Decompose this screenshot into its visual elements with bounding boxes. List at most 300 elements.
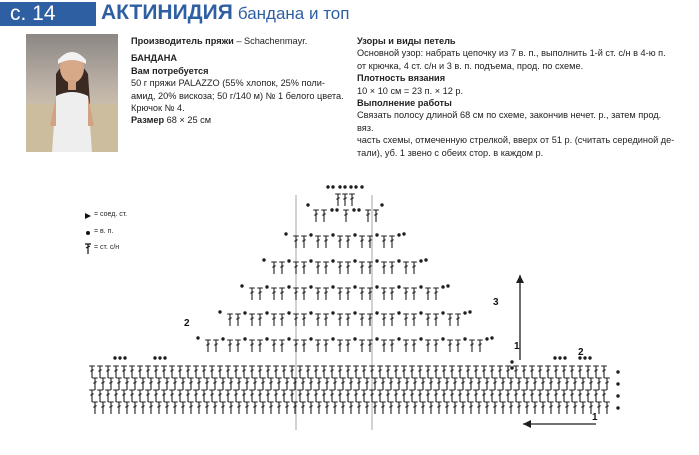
double-crochet (455, 314, 461, 326)
page-header (0, 0, 699, 30)
double-crochet (273, 390, 279, 402)
double-crochet (220, 402, 226, 414)
double-crochet (132, 378, 138, 390)
chain-stitch (243, 311, 246, 314)
double-crochet (385, 366, 391, 378)
double-crochet (403, 288, 409, 300)
page-number-tag: с. 14 (0, 2, 96, 26)
chain-stitch (331, 285, 334, 288)
double-crochet (396, 378, 402, 390)
double-crochet (553, 366, 559, 378)
double-crochet (361, 366, 367, 378)
chain-stitch (558, 356, 561, 359)
chain-stitch (402, 232, 405, 235)
chain-stitch (287, 285, 290, 288)
double-crochet (315, 262, 321, 274)
triangle-rows (196, 232, 493, 352)
legend-label: = соед. ст. (94, 211, 128, 218)
double-crochet (521, 366, 527, 378)
double-crochet (380, 402, 386, 414)
double-crochet (300, 378, 306, 390)
double-crochet (185, 390, 191, 402)
double-crochet (236, 378, 242, 390)
chain-stitch (616, 406, 619, 409)
double-crochet (300, 402, 306, 414)
double-crochet (209, 390, 215, 402)
double-crochet (345, 262, 351, 274)
double-crochet (289, 366, 295, 378)
double-crochet (505, 390, 511, 402)
double-crochet (116, 378, 122, 390)
double-crochet (97, 390, 103, 402)
double-crochet (337, 366, 343, 378)
double-crochet (409, 390, 415, 402)
chain-stitch (309, 285, 312, 288)
chain-stitch (118, 356, 121, 359)
double-crochet (389, 340, 395, 352)
double-crochet (500, 378, 506, 390)
double-crochet (447, 340, 453, 352)
double-crochet (596, 378, 602, 390)
double-crochet (468, 378, 474, 390)
double-crochet (145, 366, 151, 378)
double-crochet (284, 402, 290, 414)
chain-stitch (419, 285, 422, 288)
double-crochet (332, 402, 338, 414)
double-crochet (227, 314, 233, 326)
double-crochet (553, 390, 559, 402)
double-crochet (364, 378, 370, 390)
chain-stitch (343, 185, 346, 188)
double-crochet (268, 378, 274, 390)
double-crochet (124, 402, 130, 414)
double-crochet (293, 340, 299, 352)
double-crochet (105, 390, 111, 402)
double-crochet (271, 340, 277, 352)
double-crochet (228, 378, 234, 390)
chain-stitch (510, 366, 513, 369)
double-crochet (489, 366, 495, 378)
double-crochet (284, 378, 290, 390)
double-crochet (425, 288, 431, 300)
double-crochet (556, 402, 562, 414)
double-crochet (604, 402, 610, 414)
double-crochet (301, 288, 307, 300)
section-heading: БАНДАНА (131, 53, 177, 64)
double-crochet (411, 314, 417, 326)
double-crochet (356, 378, 362, 390)
chain-stitch (243, 337, 246, 340)
article-title (101, 1, 349, 25)
double-crochet (244, 402, 250, 414)
double-crochet (372, 378, 378, 390)
double-crochet (292, 402, 298, 414)
double-crochet (516, 378, 522, 390)
model-photo (26, 34, 118, 152)
double-crochet (497, 390, 503, 402)
chain-stitch (380, 203, 383, 206)
double-crochet (449, 366, 455, 378)
double-crochet (524, 402, 530, 414)
double-crochet (436, 402, 442, 414)
chain-stitch (331, 233, 334, 236)
double-crochet (177, 390, 183, 402)
double-crochet (227, 340, 233, 352)
double-crochet (345, 340, 351, 352)
size-value: 68 × 25 см (166, 115, 212, 126)
double-crochet (460, 378, 466, 390)
double-crochet (164, 402, 170, 414)
double-crochet (548, 402, 554, 414)
double-crochet (404, 402, 410, 414)
double-crochet (337, 314, 343, 326)
double-crochet (345, 236, 351, 248)
double-crochet (313, 210, 319, 222)
double-crochet (313, 390, 319, 402)
double-crochet (148, 402, 154, 414)
double-crochet (481, 366, 487, 378)
double-crochet (105, 366, 111, 378)
double-crochet (161, 366, 167, 378)
double-crochet (455, 340, 461, 352)
chain-stitch (331, 337, 334, 340)
materials-column (131, 35, 344, 127)
double-crochet (447, 314, 453, 326)
double-crochet (505, 366, 511, 378)
double-crochet (289, 390, 295, 402)
chain-stitch (616, 370, 619, 373)
direction-arrows (516, 275, 596, 428)
double-crochet (292, 378, 298, 390)
double-crochet (548, 378, 554, 390)
double-crochet (145, 390, 151, 402)
double-crochet (252, 402, 258, 414)
need-line: Крючок № 4. (131, 103, 185, 114)
double-crochet (323, 236, 329, 248)
double-crochet (315, 340, 321, 352)
double-crochet (389, 314, 395, 326)
double-crochet (476, 402, 482, 414)
double-crochet (420, 402, 426, 414)
double-crochet (201, 366, 207, 378)
double-crochet (204, 402, 210, 414)
chain-stitch (397, 337, 400, 340)
double-crochet (113, 390, 119, 402)
double-crochet (337, 262, 343, 274)
double-crochet (441, 390, 447, 402)
double-crochet (481, 390, 487, 402)
double-crochet (452, 378, 458, 390)
double-crochet (460, 402, 466, 414)
chain-stitch (563, 356, 566, 359)
double-crochet (564, 402, 570, 414)
double-crochet (403, 340, 409, 352)
double-crochet (293, 288, 299, 300)
double-crochet (188, 378, 194, 390)
double-crochet (156, 378, 162, 390)
double-crochet (217, 366, 223, 378)
double-crochet (561, 366, 567, 378)
double-crochet (324, 402, 330, 414)
double-crochet (279, 340, 285, 352)
double-crochet (233, 366, 239, 378)
double-crochet (412, 378, 418, 390)
double-crochet (301, 314, 307, 326)
chain-stitch (262, 258, 265, 261)
double-crochet (345, 366, 351, 378)
double-crochet (465, 366, 471, 378)
double-crochet (524, 378, 530, 390)
double-crochet (417, 390, 423, 402)
double-crochet (293, 314, 299, 326)
double-crochet (577, 390, 583, 402)
double-crochet (316, 402, 322, 414)
work-heading: Выполнение работы (357, 98, 452, 109)
double-crochet (436, 378, 442, 390)
base-strip (89, 356, 620, 414)
double-crochet (420, 378, 426, 390)
double-crochet (265, 366, 271, 378)
chain-stitch (353, 259, 356, 262)
double-crochet (411, 262, 417, 274)
double-crochet (388, 402, 394, 414)
double-crochet (140, 378, 146, 390)
double-crochet (564, 378, 570, 390)
double-crochet (412, 402, 418, 414)
double-crochet (359, 288, 365, 300)
double-crochet (473, 366, 479, 378)
chain-stitch (375, 337, 378, 340)
pattern-line: от крючка, 4 ст. с/н и 3 в. п. подъема, прод. по схеме. (357, 60, 584, 71)
size-line (131, 114, 344, 126)
chain-stitch (153, 356, 156, 359)
double-crochet (457, 366, 463, 378)
double-crochet (180, 402, 186, 414)
chain-stitch (375, 311, 378, 314)
double-crochet (381, 236, 387, 248)
double-crochet (301, 340, 307, 352)
chain-stitch (287, 259, 290, 262)
double-crochet (513, 390, 519, 402)
chain-stitch (287, 337, 290, 340)
double-crochet (385, 390, 391, 402)
double-crochet (580, 402, 586, 414)
double-crochet (301, 262, 307, 274)
double-crochet (153, 366, 159, 378)
double-crochet (276, 402, 282, 414)
double-crochet (337, 288, 343, 300)
model-photo-icon (26, 34, 118, 152)
double-crochet (297, 390, 303, 402)
double-crochet (513, 366, 519, 378)
double-crochet (457, 390, 463, 402)
double-crochet (279, 262, 285, 274)
need-line: 50 г пряжи PALAZZO (55% хлопок, 25% поли- (131, 78, 325, 89)
double-crochet (369, 366, 375, 378)
double-crochet (293, 236, 299, 248)
chain-stitch (468, 310, 471, 313)
double-crochet (236, 402, 242, 414)
double-crochet (252, 378, 258, 390)
double-crochet (265, 390, 271, 402)
chain-stitch (196, 336, 199, 339)
double-crochet (249, 366, 255, 378)
double-crochet (601, 366, 607, 378)
work-line: Связать полосу длиной 68 см по схеме, закончив нечет. р., затем прод. вяз. (357, 110, 662, 133)
legend-label: = в. п. (94, 228, 114, 235)
double-crochet (540, 378, 546, 390)
double-crochet (213, 340, 219, 352)
double-crochet (585, 390, 591, 402)
pattern-line: Основной узор: набрать цепочку из 7 в. п., выполнить 1-й ст. с/н в 4-ю п. (357, 48, 666, 59)
double-crochet (276, 378, 282, 390)
double-crochet (601, 390, 607, 402)
double-crochet (180, 378, 186, 390)
double-crochet (193, 390, 199, 402)
double-crochet (345, 390, 351, 402)
chain-stitch (397, 311, 400, 314)
double-crochet (321, 366, 327, 378)
chain-stitch (309, 337, 312, 340)
double-crochet (337, 340, 343, 352)
chain-stitch (397, 259, 400, 262)
chain-stitch (330, 208, 333, 211)
chain-stitch (553, 356, 556, 359)
double-crochet (281, 366, 287, 378)
double-crochet (271, 314, 277, 326)
double-crochet (492, 402, 498, 414)
chain-stitch (338, 185, 341, 188)
double-crochet (279, 314, 285, 326)
chain-stitch (375, 285, 378, 288)
chain-stitch (265, 285, 268, 288)
double-crochet (484, 378, 490, 390)
double-crochet (161, 390, 167, 402)
double-crochet (477, 340, 483, 352)
double-crochet (153, 390, 159, 402)
double-crochet (268, 402, 274, 414)
chain-stitch (419, 337, 422, 340)
chain-stitch (309, 259, 312, 262)
double-crochet (484, 402, 490, 414)
double-crochet (323, 288, 329, 300)
chain-stitch (306, 203, 309, 206)
chain-stitch (441, 337, 444, 340)
work-line: часть схемы, отмеченную стрелкой, вверх от 51 р. (считать серединой де- (357, 135, 675, 146)
double-crochet (225, 390, 231, 402)
chain-stitch (463, 337, 466, 340)
double-crochet (359, 262, 365, 274)
instructions-column (357, 35, 677, 159)
double-crochet (140, 402, 146, 414)
double-crochet (249, 340, 255, 352)
double-crochet (323, 314, 329, 326)
chain-stitch (331, 259, 334, 262)
double-crochet (241, 366, 247, 378)
double-crochet (204, 378, 210, 390)
double-crochet (89, 390, 95, 402)
double-crochet (580, 378, 586, 390)
double-crochet (129, 390, 135, 402)
double-crochet (428, 378, 434, 390)
density-heading: Плотность вязания (357, 73, 446, 84)
double-crochet (193, 366, 199, 378)
double-crochet (235, 340, 241, 352)
double-crochet (540, 402, 546, 414)
double-crochet (411, 340, 417, 352)
double-crochet (172, 402, 178, 414)
double-crochet (217, 390, 223, 402)
chain-stitch (419, 259, 422, 262)
double-crochet (349, 194, 355, 206)
double-crochet (359, 236, 365, 248)
double-crochet (92, 378, 98, 390)
double-crochet (225, 366, 231, 378)
chain-stitch (357, 208, 360, 211)
double-crochet (148, 378, 154, 390)
double-crochet (353, 390, 359, 402)
yarn-line (131, 35, 344, 47)
double-crochet (393, 366, 399, 378)
double-crochet (425, 366, 431, 378)
double-crochet (100, 378, 106, 390)
double-crochet (381, 340, 387, 352)
chain-stitch (265, 337, 268, 340)
double-crochet (529, 366, 535, 378)
chain-stitch (616, 394, 619, 397)
crochet-diagram (80, 180, 640, 440)
double-crochet (372, 402, 378, 414)
double-crochet (124, 378, 130, 390)
chain-stitch (331, 185, 334, 188)
double-crochet (369, 390, 375, 402)
double-crochet (316, 378, 322, 390)
chain-stitch (335, 208, 338, 211)
double-crochet (393, 390, 399, 402)
double-crochet (249, 314, 255, 326)
double-crochet (361, 390, 367, 402)
double-crochet (604, 378, 610, 390)
double-crochet (469, 340, 475, 352)
double-crochet (508, 402, 514, 414)
chain-stitch (163, 356, 166, 359)
row-marker-2-right: 2 (578, 347, 584, 358)
double-crochet (388, 378, 394, 390)
work-line: тали), уб. 1 звено с обеих стор. в каждом р. (357, 147, 544, 158)
double-crochet (342, 194, 348, 206)
double-crochet (433, 314, 439, 326)
title-subtitle: бандана и топ (237, 4, 350, 23)
chain-stitch (510, 360, 513, 363)
double-crochet (489, 390, 495, 402)
double-crochet (433, 390, 439, 402)
double-crochet (561, 390, 567, 402)
double-crochet (428, 402, 434, 414)
pattern-heading: Узоры и виды петель (357, 36, 456, 46)
double-crochet (425, 314, 431, 326)
chain-stitch (287, 311, 290, 314)
double-crochet (108, 402, 114, 414)
need-heading: Вам потребуется (131, 65, 209, 76)
double-crochet (196, 378, 202, 390)
double-crochet (381, 262, 387, 274)
chain-stitch (354, 185, 357, 188)
double-crochet (116, 402, 122, 414)
chain-stitch (284, 232, 287, 235)
left-arrow-head-icon (523, 420, 531, 428)
double-crochet (257, 288, 263, 300)
double-crochet (348, 402, 354, 414)
